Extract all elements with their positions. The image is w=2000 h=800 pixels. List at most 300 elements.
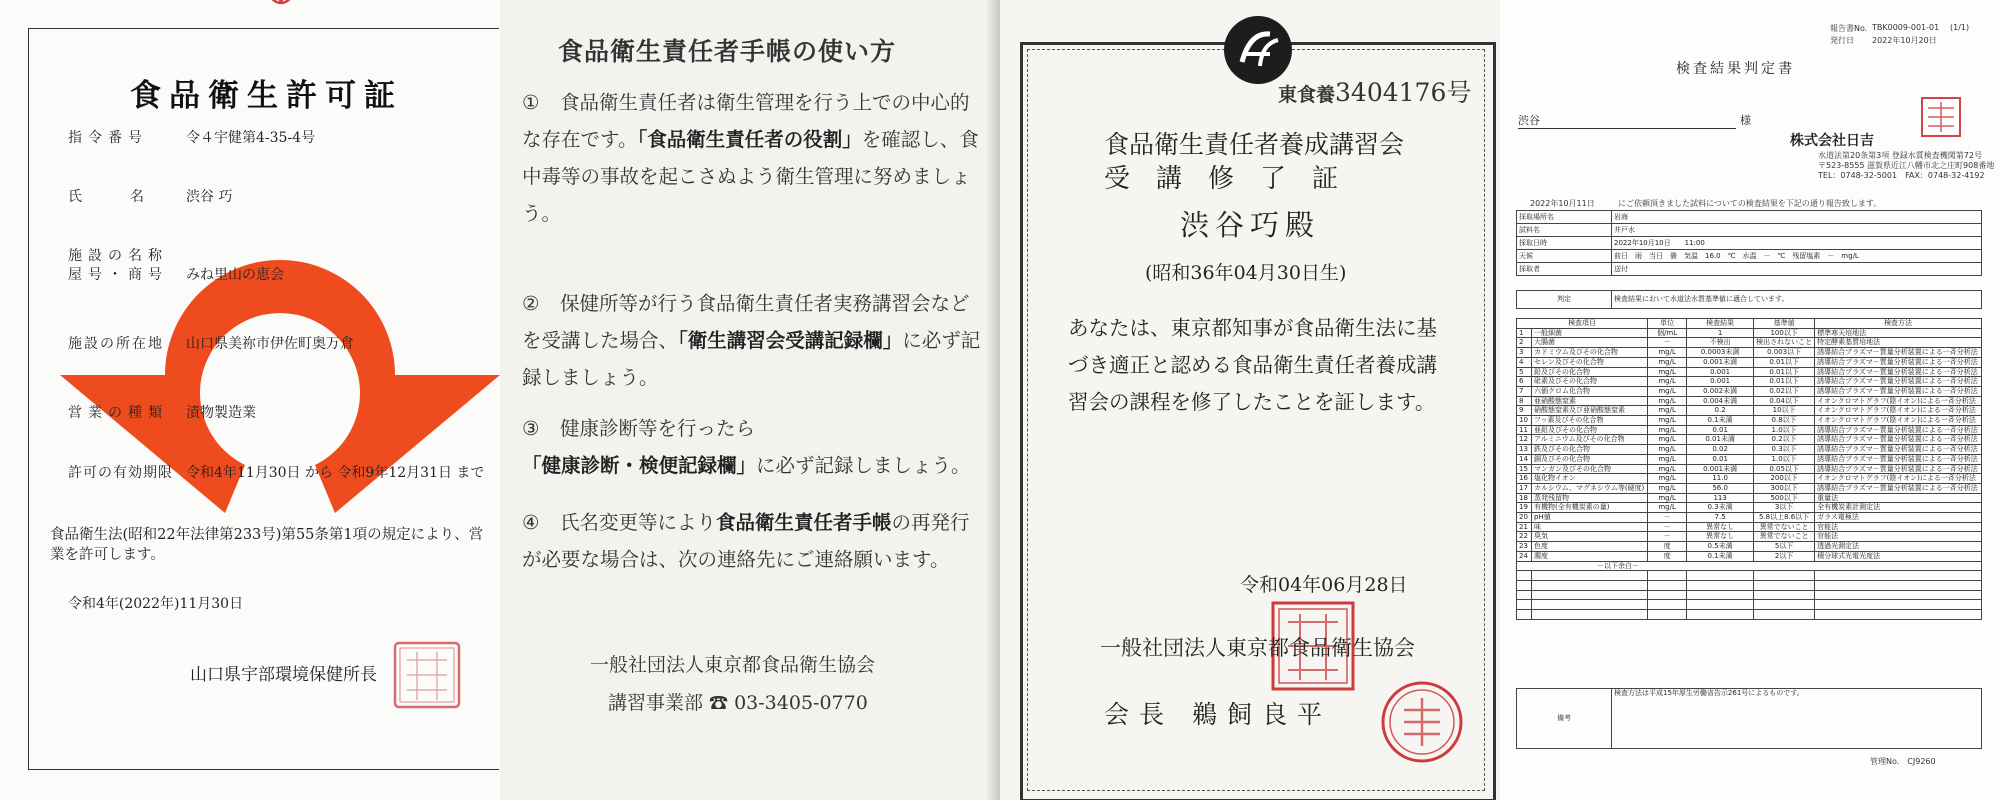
unit: mg/L [1648,357,1687,367]
association-name: 一般社団法人東京都食品衛生協会 [1100,636,1415,660]
item-text: に必ず記録しましょう。 [756,454,971,477]
contact-line: 講習事業部 ☎ 03-3405-0770 [608,692,868,714]
sample-info-label: 採取者 [1517,263,1612,276]
table-row [1517,435,1982,445]
table-row [1517,357,1982,367]
honorific: 様 [1740,114,1751,127]
result: 不検出 [1687,338,1754,348]
empty-cell [1517,600,1532,610]
item-emphasis: 食品衛生責任者手帳 [716,511,892,534]
item-text: 保健所等が行う食品衛生責任者実務講習会などを受講した場合、 [522,292,970,352]
customer-name: 渋谷 [1518,112,1736,129]
standard: 5以下 [1754,542,1815,552]
item-emphasis: 「食品衛生責任者の役割」 [637,128,862,151]
unit: mg/L [1648,367,1687,377]
row-number: 22 [1517,532,1532,542]
empty-cell [1517,610,1532,620]
empty-cell [1754,610,1815,620]
red-stamp-fragment-icon [258,0,304,14]
empty-cell [1648,571,1687,581]
unit: mg/L [1648,474,1687,484]
method: イオンクロマトグラフ(陰イオン)による一斉分析法 [1815,406,1982,416]
standard: 0.01以下 [1754,357,1815,367]
row-number: 21 [1517,522,1532,532]
empty-cell [1754,580,1815,590]
empty-cell [1532,571,1648,581]
result: 0.002未満 [1687,386,1754,396]
unit: mg/L [1648,483,1687,493]
permit-panel [0,0,500,800]
item-number: ② [522,292,540,315]
item-name: 亜硝酸態窒素 [1532,396,1648,406]
row-number: 12 [1517,435,1532,445]
sample-info-label: 試料名 [1517,224,1612,237]
row-number: 6 [1517,377,1532,387]
row-number: 16 [1517,474,1532,484]
table-row [1517,386,1982,396]
president-seal-icon [1380,680,1464,764]
item-name: 塩化物イオン [1532,474,1648,484]
empty-cell [1815,600,1982,610]
empty-cell [1754,571,1815,581]
report-no: TBK0009-001-01 [1872,23,1940,32]
unit: mg/L [1648,386,1687,396]
official-seal-icon [392,640,462,710]
item-text: を確認し、食中毒等の事故を起こさぬよう衛生管理に努めましょう。 [522,128,979,225]
issue-date: 2022年10月20日 [1872,36,1937,45]
row-label: 指令番号 [68,130,148,146]
sample-info-row [1517,211,1982,224]
empty-row [1517,571,1982,581]
method: 誘導結合プラズマ－質量分析装置による一斉分析法 [1815,445,1982,455]
results-table [1516,318,1982,620]
item-name: 鉛及びその化合物 [1532,367,1648,377]
judgement-value: 検査結果において水道法水質基準値に適合しています。 [1612,291,1982,309]
empty-cell [1532,610,1648,620]
item-name: 一般細菌 [1532,328,1648,338]
certificate-title: 食品衛生責任者養成講習会 [1104,130,1405,159]
permit-row [68,127,315,147]
unit: mg/L [1648,493,1687,503]
unit: mg/L [1648,377,1687,387]
empty-cell [1648,590,1687,600]
method: 誘導結合プラズマ－質量分析装置による一斉分析法 [1815,348,1982,358]
row-number: 2 [1517,338,1532,348]
standard: 2以下 [1754,551,1815,561]
empty-cell [1815,580,1982,590]
empty-cell [1687,571,1754,581]
empty-row [1517,580,1982,590]
table-row [1517,474,1982,484]
table-row [1517,483,1982,493]
standard: 500以下 [1754,493,1815,503]
item-name: 六価クロム化合物 [1532,386,1648,396]
result: 0.3未満 [1687,503,1754,513]
sample-info-value: 前日 雨 当日 曇 気温 16.0 ℃ 水温 － ℃ 残留塩素 － mg/L [1612,250,1982,263]
handbook-item [522,410,987,484]
unit: mg/L [1648,348,1687,358]
issued-date: 令和4年(2022年)11月30日 [68,596,244,612]
management-number: 管理No. CJ9260 [1870,757,1936,766]
item-text: 食品衛生責任者は衛生管理を行う上での中心的な存在です。 [522,91,970,151]
table-row [1517,367,1982,377]
row-number: 9 [1517,406,1532,416]
row-label: 営業の種類 [68,405,168,421]
unit: mg/L [1648,454,1687,464]
item-emphasis: 「健康診断・検便記録欄」 [522,454,757,477]
empty-cell [1815,571,1982,581]
row-number: 7 [1517,386,1532,396]
unit: 度 [1648,551,1687,561]
sample-info-row [1517,250,1982,263]
unit: － [1648,513,1687,523]
item-name: pH値 [1532,513,1648,523]
page-count: (1/1) [1950,23,1970,32]
method: 透過光測定法 [1815,542,1982,552]
judgement-row [1517,291,1982,309]
method: 積分球式光電光度法 [1815,551,1982,561]
result: 7.5 [1687,513,1754,523]
remarks-value: 検査方法は平成15年厚生労働省告示261号によるものです。 [1612,689,1982,749]
row-label: 施設の名称 [68,248,168,264]
item-number: ③ [522,417,540,440]
standard: 1.0以下 [1754,454,1815,464]
end-note: －以下余白－ [1517,561,1982,571]
row-label: 屋号・商号 [68,267,168,283]
item-name: 臭気 [1532,532,1648,542]
item-name: セレン及びその化合物 [1532,357,1648,367]
sample-info-table [1516,210,1982,276]
issue-date-label: 発行日 [1830,36,1854,45]
date-of-birth: (昭和36年04月30日生) [1145,262,1347,284]
empty-cell [1754,590,1815,600]
row-number: 24 [1517,551,1532,561]
item-name: カルシウム、マグネシウム等(硬度) [1532,483,1648,493]
judgement-table [1516,290,1982,309]
standard: 300以下 [1754,483,1815,493]
row-value: 令４宇健第4-35-4号 [186,130,316,146]
empty-cell [1815,610,1982,620]
permit-title: 食品衛生許可証 [130,78,403,114]
sample-info-row [1517,237,1982,250]
row-number: 8 [1517,396,1532,406]
standard: 10以下 [1754,406,1815,416]
standard: 異常でないこと [1754,522,1815,532]
standard: 100以下 [1754,328,1815,338]
table-row [1517,513,1982,523]
item-name: マンガン及びその化合物 [1532,464,1648,474]
statute-text: 食品衛生法(昭和22年法律第233号)第55条第1項の規定により、営業を許可します。 [50,527,484,563]
item-name: 蒸発残留物 [1532,493,1648,503]
item-name: 銅及びその化合物 [1532,454,1648,464]
sample-info-value: 2022年10月10日 11:00 [1612,237,1982,250]
certificate-panel [1000,0,1500,800]
handbook-item [522,285,987,396]
permit-row [68,333,354,353]
company-line: 〒523-8555 滋賀県近江八幡市北之庄町908番地 [1818,161,1995,170]
method: 特定酵素基質培地法 [1815,338,1982,348]
standard: 200以下 [1754,474,1815,484]
method: イオンクロマトグラフ(陰イオン)による一斉分析法 [1815,416,1982,426]
row-label: 施設の所在地 [68,336,164,352]
certificate-date: 令和04年06月28日 [1240,574,1408,596]
method: イオンクロマトグラフ(陰イオン)による一斉分析法 [1815,396,1982,406]
item-name: アルミニウム及びその化合物 [1532,435,1648,445]
item-text: に必ず記録しましょう。 [522,329,981,389]
standard: 0.05以下 [1754,464,1815,474]
table-row [1517,445,1982,455]
unit: mg/L [1648,416,1687,426]
result: 0.01 [1687,454,1754,464]
empty-cell [1754,600,1815,610]
remarks-label: 備考 [1517,689,1612,749]
judgement-label: 判定 [1517,291,1612,309]
unit: mg/L [1648,406,1687,416]
empty-cell [1532,600,1648,610]
result: 0.5未満 [1687,542,1754,552]
permit-row [68,402,256,422]
standard: 0.003以下 [1754,348,1815,358]
permit-row [68,462,484,482]
company-seal-icon [1920,96,1962,138]
result: 異常なし [1687,532,1754,542]
method: 全有機炭素計測定法 [1815,503,1982,513]
empty-cell [1517,580,1532,590]
row-number: 3 [1517,348,1532,358]
handbook-heading: 食品衛生責任者手帳の使い方 [558,37,897,66]
unit: － [1648,338,1687,348]
row-number: 1 [1517,328,1532,338]
permit-row [68,264,284,284]
result: 0.004未満 [1687,396,1754,406]
standard: 5.8以上8.6以下 [1754,513,1815,523]
item-number: ① [522,91,540,114]
empty-cell [1532,590,1648,600]
unit: mg/L [1648,445,1687,455]
unit: 度 [1648,542,1687,552]
empty-row [1517,590,1982,600]
table-row [1517,338,1982,348]
item-name: フッ素及びその化合物 [1532,416,1648,426]
header-method: 検査方法 [1815,319,1982,329]
standard: 0.04以下 [1754,396,1815,406]
standard: 0.01以下 [1754,377,1815,387]
table-row [1517,493,1982,503]
header-standard: 基準値 [1754,319,1815,329]
row-value: 漬物製造業 [186,405,256,421]
empty-cell [1815,590,1982,600]
serial-value: 3404176号 [1335,78,1472,107]
item-text: 氏名変更等により [560,511,717,534]
result: 56.0 [1687,483,1754,493]
company-name: 株式会社日吉 [1790,133,1874,149]
empty-cell [1517,590,1532,600]
permit-row [68,245,186,265]
standard: 異常でないこと [1754,532,1815,542]
empty-cell [1687,610,1754,620]
empty-row [1517,600,1982,610]
row-number: 10 [1517,416,1532,426]
table-row [1517,542,1982,552]
result: 0.001未満 [1687,464,1754,474]
end-note-row [1517,561,1982,571]
unit: mg/L [1648,503,1687,513]
lab-report-panel [1500,0,2000,800]
method: 誘導結合プラズマ－質量分析装置による一斉分析法 [1815,367,1982,377]
header-unit: 単位 [1648,319,1687,329]
table-row [1517,425,1982,435]
certificate-body: あなたは、東京都知事が食品衛生法に基づき適正と認める食品衛生責任者養成講習会の課程を修了したことを証します。 [1068,316,1437,414]
empty-cell [1648,580,1687,590]
unit: － [1648,532,1687,542]
issuer-name: 山口県宇部環境保健所長 [190,665,377,685]
result: 1 [1687,328,1754,338]
item-name: 味 [1532,522,1648,532]
method: 標準寒天培地法 [1815,328,1982,338]
sample-info-label: 採取場所名 [1517,211,1612,224]
sample-info-value: 井戸水 [1612,224,1982,237]
standard: 0.01以下 [1754,367,1815,377]
company-line: 水道法第20条第3項 登録水質検査機関第72号 [1818,151,1982,160]
table-row [1517,328,1982,338]
item-name: カドミウム及びその化合物 [1532,348,1648,358]
row-number: 5 [1517,367,1532,377]
page-gutter [986,0,1000,800]
standard: 0.02以下 [1754,386,1815,396]
row-label: 許可の有効期限 [68,465,173,481]
row-number: 11 [1517,425,1532,435]
row-number: 18 [1517,493,1532,503]
remarks-row [1517,689,1982,749]
item-name: 亜鉛及びその化合物 [1532,425,1648,435]
remarks-table [1516,688,1982,749]
table-row [1517,377,1982,387]
row-number: 13 [1517,445,1532,455]
association-name: 一般社団法人東京都食品衛生協会 [590,654,876,676]
item-name: 有機物(全有機炭素の量) [1532,503,1648,513]
row-number: 19 [1517,503,1532,513]
company-line: TEL：0748-32-5001 FAX：0748-32-4192 [1818,171,1985,180]
empty-cell [1687,590,1754,600]
sample-info-value: 送付 [1612,263,1982,276]
item-number: ④ [522,511,540,534]
item-name: 鉄及びその化合物 [1532,445,1648,455]
method: 誘導結合プラズマ－質量分析装置による一斉分析法 [1815,454,1982,464]
recipient-name: 渋谷巧殿 [1180,208,1321,242]
empty-cell [1648,600,1687,610]
result: 0.1未満 [1687,551,1754,561]
row-value: 渋谷 巧 [186,189,233,205]
method: 誘導結合プラズマ－質量分析装置による一斉分析法 [1815,435,1982,445]
item-name: 色度 [1532,542,1648,552]
header-item: 検査項目 [1517,319,1648,329]
standard: 0.8以下 [1754,416,1815,426]
empty-cell [1532,580,1648,590]
empty-cell [1687,580,1754,590]
result: 0.1未満 [1687,416,1754,426]
row-number: 14 [1517,454,1532,464]
table-row [1517,396,1982,406]
item-name: 濁度 [1532,551,1648,561]
standard: 0.2以下 [1754,435,1815,445]
result: 0.001未満 [1687,357,1754,367]
sample-info-label: 天候 [1517,250,1612,263]
method: 誘導結合プラズマ－質量分析装置による一斉分析法 [1815,464,1982,474]
result: 0.01 [1687,425,1754,435]
result: 11.0 [1687,474,1754,484]
report-no-label: 報告書No. [1830,24,1868,33]
row-number: 20 [1517,513,1532,523]
president-name: 会長 鵜飼良平 [1104,700,1332,729]
header-result: 検査結果 [1687,319,1754,329]
handbook-panel [500,0,1000,800]
table-row [1517,348,1982,358]
sample-info-label: 採取日時 [1517,237,1612,250]
method: イオンクロマトグラフ(陰イオン)による一斉分析法 [1815,474,1982,484]
sample-info-value: 岩海 [1612,211,1982,224]
item-name: 硝酸態窒素及び亜硝酸態窒素 [1532,406,1648,416]
unit: mg/L [1648,464,1687,474]
empty-cell [1687,600,1754,610]
item-name: 大腸菌 [1532,338,1648,348]
unit: － [1648,522,1687,532]
table-row [1517,532,1982,542]
empty-row [1517,610,1982,620]
intro-date: 2022年10月11日 [1530,199,1595,208]
item-text: 健康診断等を行ったら [560,417,756,440]
table-row [1517,551,1982,561]
method: 官能法 [1815,532,1982,542]
result: 0.02 [1687,445,1754,455]
item-text: の再発行が必要な場合は、次の連絡先にご連絡願います。 [522,511,970,571]
standard: 3以下 [1754,503,1815,513]
standard: 1.0以下 [1754,425,1815,435]
table-row [1517,416,1982,426]
serial-number [1278,73,1471,109]
sample-info-row [1517,224,1982,237]
method: 誘導結合プラズマ－質量分析装置による一斉分析法 [1815,425,1982,435]
intro-text: にご依頼頂きました試料についての検査結果を下記の通り報告致します。 [1618,199,1882,208]
unit: mg/L [1648,435,1687,445]
standard: 検出されないこと [1754,338,1815,348]
row-value: 山口県美祢市伊佐町奥万倉 [186,336,354,352]
unit: 個/mL [1648,328,1687,338]
result: 0.0003未満 [1687,348,1754,358]
row-value: 令和4年11月30日 から 令和9年12月31日 まで [186,465,485,481]
result: 0.001 [1687,377,1754,387]
method: 誘導結合プラズマ－質量分析装置による一斉分析法 [1815,377,1982,387]
unit: mg/L [1648,396,1687,406]
report-title: 検査結果判定書 [1676,61,1795,77]
result: 0.001 [1687,367,1754,377]
row-value: みね里山の恵会 [186,267,284,283]
permit-row [68,186,232,206]
row-number: 23 [1517,542,1532,552]
empty-cell [1648,610,1687,620]
item-name: 砒素及びその化合物 [1532,377,1648,387]
certificate-subtitle: 受講修了証 [1104,164,1365,194]
result: 0.01未満 [1687,435,1754,445]
serial-prefix: 東食養 [1278,84,1336,106]
method: 誘導結合プラズマ－質量分析装置による一斉分析法 [1815,483,1982,493]
method: ガラス電極法 [1815,513,1982,523]
handbook-item [522,84,987,232]
standard: 0.3以下 [1754,445,1815,455]
result: 113 [1687,493,1754,503]
row-number: 4 [1517,357,1532,367]
results-header-row [1517,319,1982,329]
row-number: 15 [1517,464,1532,474]
